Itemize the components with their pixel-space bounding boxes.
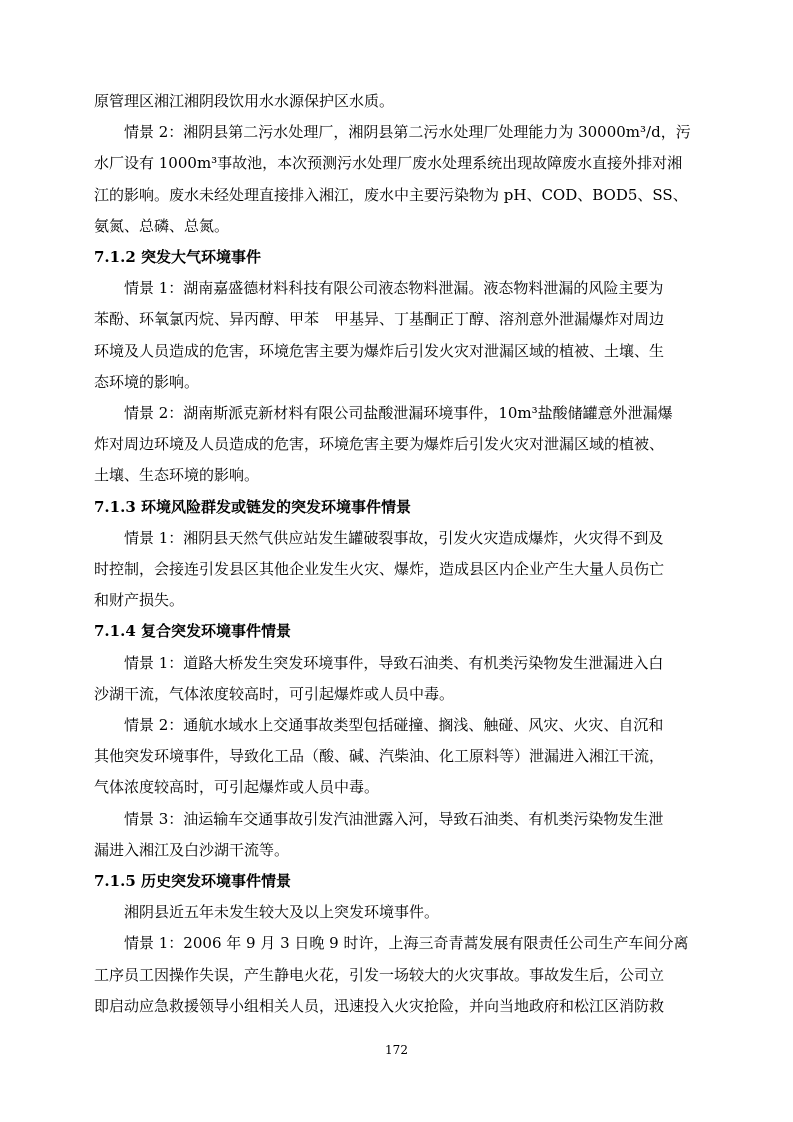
text-line: 情景 2：湖南斯派克新材料有限公司盐酸泄漏环境事件，10m³盐酸储罐意外泄漏爆 [124, 404, 673, 423]
text-line: 气体浓度较高时，可引起爆炸或人员中毒。 [94, 778, 380, 797]
text-line: 时控制，会接连引发县区其他企业发生火灾、爆炸，造成县区内企业产生大量人员伤亡 [94, 560, 665, 579]
paragraph-scenario-tanker [94, 804, 698, 866]
paragraph-scenario-hcl-leak [94, 398, 698, 492]
paragraph-scenario-wastewater [94, 117, 698, 242]
paragraph-history-summary [94, 897, 698, 928]
section-heading-7-1-2: 7.1.2 突发大气环境事件 [94, 248, 261, 267]
text-line: 苯酚、环氧氯丙烷、异丙醇、甲苯 甲基异、丁基酮正丁醇、溶剂意外泄漏爆炸对周边 [94, 310, 665, 329]
text-line: 情景 2：通航水域水上交通事故类型包括碰撞、搁浅、触碰、风灾、火灾、自沉和 [124, 716, 664, 735]
text-line: 湘阴县近五年未发生较大及以上突发环境事件。 [124, 903, 440, 922]
paragraph-scenario-bridge [94, 648, 698, 710]
text-line: 情景 1：道路大桥发生突发环境事件，导致石油类、有机类污染物发生泄漏进入白 [124, 653, 664, 672]
section-heading-7-1-4: 7.1.4 复合突发环境事件情景 [94, 622, 291, 641]
text-line: 情景 1：湘阴县天然气供应站发生罐破裂事故，引发火灾造成爆炸，火灾得不到及 [124, 528, 664, 547]
text-line: 水厂设有 1000m³事故池，本次预测污水处理厂废水处理系统出现故障废水直接外排对湘 [94, 154, 683, 173]
text-line: 即启动应急救援领导小组相关人员，迅速投入火灾抢险，并向当地政府和松江区消防救 [94, 996, 665, 1015]
page-number: 172 [385, 1043, 408, 1057]
text-line: 其他突发环境事件，导致化工品（酸、碱、汽柴油、化工原料等）泄漏进入湘江干流， [94, 747, 665, 766]
text-line: 江的影响。废水未经处理直接排入湘江，废水中主要污染物为 pH、COD、BOD5、SS、 [94, 185, 688, 204]
text-line: 沙湖干流，气体浓度较高时，可引起爆炸或人员中毒。 [94, 684, 455, 703]
text-line: 情景 1：湖南嘉盛德材料科技有限公司液态物料泄漏。液态物料泄漏的风险主要为 [124, 279, 664, 298]
text-line: 炸对周边环境及人员造成的危害，环境危害主要为爆炸后引发火灾对泄漏区域的植被、 [94, 435, 665, 454]
text-line: 漏进入湘江及白沙湖干流等。 [94, 840, 290, 859]
text-line: 情景 1：2006 年 9 月 3 日晚 9 时许，上海三奇青蒿发展有限责任公司生产车间分离 [124, 934, 689, 953]
text-line: 和财产损失。 [94, 591, 185, 610]
text-line: 土壤、生态环境的影响。 [94, 466, 260, 485]
text-line: 态环境的影响。 [94, 372, 200, 391]
paragraph-scenario-gas-station [94, 523, 698, 617]
text-line: 工序员工因操作失误，产生静电火花，引发一场较大的火灾事故。事故发生后，公司立 [94, 965, 665, 984]
paragraph-scenario-waterway [94, 710, 698, 804]
section-heading-7-1-5: 7.1.5 历史突发环境事件情景 [94, 872, 291, 891]
text-line: 环境及人员造成的危害，环境危害主要为爆炸后引发火灾对泄漏区域的植被、土壤、生 [94, 341, 665, 360]
paragraph-history-scenario [94, 928, 698, 1022]
text-line: 情景 2：湘阴县第二污水处理厂，湘阴县第二污水处理厂处理能力为 30000m³/d，污 [124, 123, 691, 142]
text-line: 氨氮、总磷、总氮。 [94, 216, 230, 235]
section-heading-7-1-3: 7.1.3 环境风险群发或链发的突发环境事件情景 [94, 497, 411, 516]
paragraph-scenario-liquid-leak [94, 273, 698, 398]
document-body [94, 86, 698, 1022]
text-line: 情景 3：油运输车交通事故引发汽油泄露入河，导致石油类、有机类污染物发生泄 [124, 809, 664, 828]
paragraph-continuation: 原管理区湘江湘阴段饮用水水源保护区水质。 [94, 92, 395, 110]
